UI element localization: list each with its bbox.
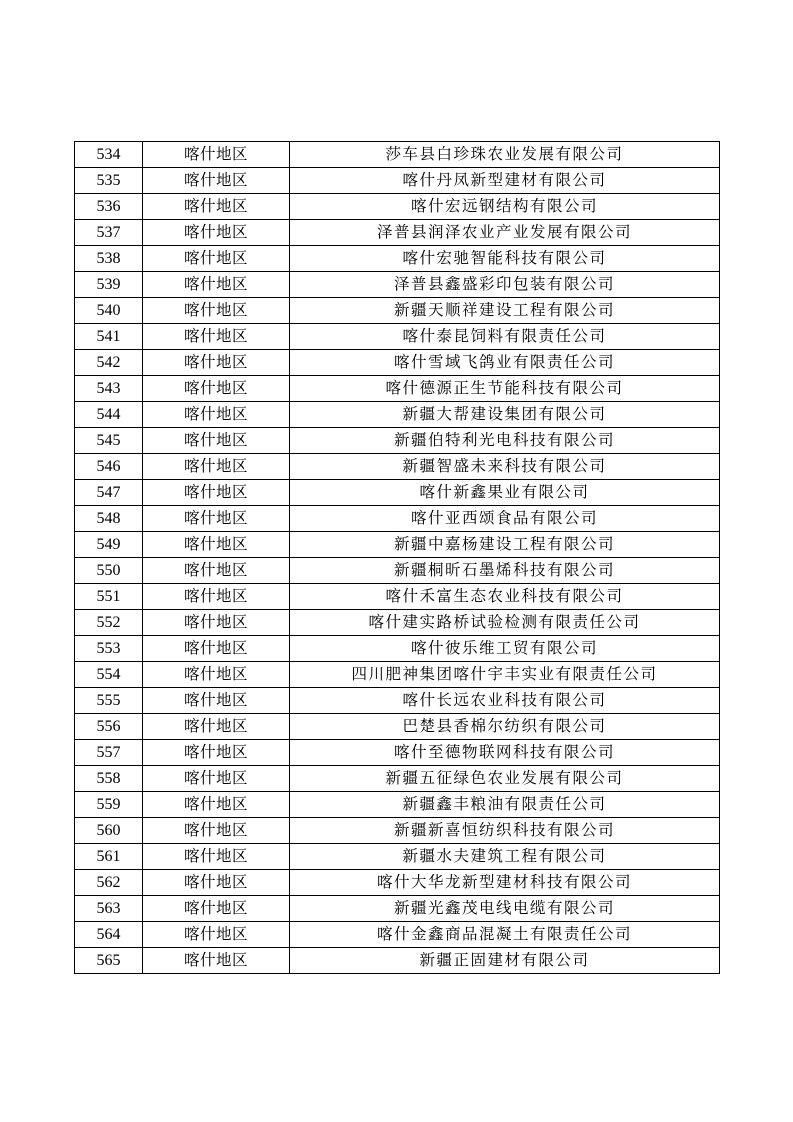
table-row bbox=[75, 636, 720, 662]
row-number-cell: 563 bbox=[75, 896, 143, 922]
row-number-cell: 550 bbox=[75, 558, 143, 584]
region-cell: 喀什地区 bbox=[143, 376, 290, 402]
company-name-cell: 喀什德源正生节能科技有限公司 bbox=[290, 376, 720, 402]
row-number-cell: 536 bbox=[75, 194, 143, 220]
table-row bbox=[75, 246, 720, 272]
region-cell: 喀什地区 bbox=[143, 896, 290, 922]
region-cell: 喀什地区 bbox=[143, 428, 290, 454]
company-list-body bbox=[75, 142, 720, 974]
table-row bbox=[75, 376, 720, 402]
region-cell: 喀什地区 bbox=[143, 506, 290, 532]
company-name-cell: 喀什新鑫果业有限公司 bbox=[290, 480, 720, 506]
region-cell: 喀什地区 bbox=[143, 610, 290, 636]
region-cell: 喀什地区 bbox=[143, 480, 290, 506]
company-name-cell: 喀什亚西颂食品有限公司 bbox=[290, 506, 720, 532]
company-name-cell: 新疆中嘉杨建设工程有限公司 bbox=[290, 532, 720, 558]
region-cell: 喀什地区 bbox=[143, 844, 290, 870]
row-number-cell: 555 bbox=[75, 688, 143, 714]
region-cell: 喀什地区 bbox=[143, 532, 290, 558]
table-row bbox=[75, 766, 720, 792]
table-row bbox=[75, 506, 720, 532]
company-name-cell: 新疆新喜恒纺织科技有限公司 bbox=[290, 818, 720, 844]
region-cell: 喀什地区 bbox=[143, 558, 290, 584]
table-row bbox=[75, 402, 720, 428]
region-cell: 喀什地区 bbox=[143, 662, 290, 688]
company-name-cell: 新疆天顺祥建设工程有限公司 bbox=[290, 298, 720, 324]
company-name-cell: 巴楚县香棉尔纺织有限公司 bbox=[290, 714, 720, 740]
company-name-cell: 喀什建实路桥试验检测有限责任公司 bbox=[290, 610, 720, 636]
company-list-table bbox=[74, 141, 720, 974]
table-row bbox=[75, 792, 720, 818]
table-row bbox=[75, 324, 720, 350]
table-row bbox=[75, 844, 720, 870]
table-row bbox=[75, 870, 720, 896]
row-number-cell: 565 bbox=[75, 948, 143, 974]
row-number-cell: 557 bbox=[75, 740, 143, 766]
company-name-cell: 喀什禾富生态农业科技有限公司 bbox=[290, 584, 720, 610]
region-cell: 喀什地区 bbox=[143, 818, 290, 844]
company-name-cell: 喀什丹凤新型建材有限公司 bbox=[290, 168, 720, 194]
row-number-cell: 564 bbox=[75, 922, 143, 948]
row-number-cell: 543 bbox=[75, 376, 143, 402]
company-name-cell: 新疆五征绿色农业发展有限公司 bbox=[290, 766, 720, 792]
table-row bbox=[75, 298, 720, 324]
table-row bbox=[75, 610, 720, 636]
region-cell: 喀什地区 bbox=[143, 870, 290, 896]
row-number-cell: 541 bbox=[75, 324, 143, 350]
region-cell: 喀什地区 bbox=[143, 922, 290, 948]
company-name-cell: 新疆光鑫茂电线电缆有限公司 bbox=[290, 896, 720, 922]
company-name-cell: 喀什至德物联网科技有限公司 bbox=[290, 740, 720, 766]
company-name-cell: 四川肥神集团喀什宇丰实业有限责任公司 bbox=[290, 662, 720, 688]
row-number-cell: 537 bbox=[75, 220, 143, 246]
company-name-cell: 喀什长远农业科技有限公司 bbox=[290, 688, 720, 714]
region-cell: 喀什地区 bbox=[143, 220, 290, 246]
company-name-cell: 喀什大华龙新型建材科技有限公司 bbox=[290, 870, 720, 896]
company-name-cell: 喀什泰昆饲料有限责任公司 bbox=[290, 324, 720, 350]
company-name-cell: 泽普县润泽农业产业发展有限公司 bbox=[290, 220, 720, 246]
region-cell: 喀什地区 bbox=[143, 324, 290, 350]
row-number-cell: 549 bbox=[75, 532, 143, 558]
row-number-cell: 554 bbox=[75, 662, 143, 688]
region-cell: 喀什地区 bbox=[143, 688, 290, 714]
row-number-cell: 561 bbox=[75, 844, 143, 870]
row-number-cell: 546 bbox=[75, 454, 143, 480]
table-row bbox=[75, 740, 720, 766]
region-cell: 喀什地区 bbox=[143, 636, 290, 662]
row-number-cell: 551 bbox=[75, 584, 143, 610]
table-row bbox=[75, 194, 720, 220]
region-cell: 喀什地区 bbox=[143, 142, 290, 168]
row-number-cell: 560 bbox=[75, 818, 143, 844]
company-name-cell: 莎车县白珍珠农业发展有限公司 bbox=[290, 142, 720, 168]
table-row bbox=[75, 922, 720, 948]
row-number-cell: 548 bbox=[75, 506, 143, 532]
row-number-cell: 534 bbox=[75, 142, 143, 168]
table-row bbox=[75, 142, 720, 168]
table-row bbox=[75, 818, 720, 844]
table-row bbox=[75, 168, 720, 194]
row-number-cell: 547 bbox=[75, 480, 143, 506]
row-number-cell: 544 bbox=[75, 402, 143, 428]
table-row bbox=[75, 948, 720, 974]
row-number-cell: 556 bbox=[75, 714, 143, 740]
table-row bbox=[75, 428, 720, 454]
table-row bbox=[75, 480, 720, 506]
region-cell: 喀什地区 bbox=[143, 350, 290, 376]
table-row bbox=[75, 220, 720, 246]
company-name-cell: 新疆智盛未来科技有限公司 bbox=[290, 454, 720, 480]
row-number-cell: 539 bbox=[75, 272, 143, 298]
table-row bbox=[75, 662, 720, 688]
region-cell: 喀什地区 bbox=[143, 740, 290, 766]
region-cell: 喀什地区 bbox=[143, 766, 290, 792]
company-name-cell: 新疆水夫建筑工程有限公司 bbox=[290, 844, 720, 870]
company-name-cell: 新疆鑫丰粮油有限责任公司 bbox=[290, 792, 720, 818]
row-number-cell: 540 bbox=[75, 298, 143, 324]
region-cell: 喀什地区 bbox=[143, 246, 290, 272]
company-name-cell: 喀什彼乐维工贸有限公司 bbox=[290, 636, 720, 662]
company-name-cell: 新疆桐昕石墨烯科技有限公司 bbox=[290, 558, 720, 584]
region-cell: 喀什地区 bbox=[143, 168, 290, 194]
table-row bbox=[75, 688, 720, 714]
table-row bbox=[75, 714, 720, 740]
table-row bbox=[75, 272, 720, 298]
table-row bbox=[75, 350, 720, 376]
row-number-cell: 559 bbox=[75, 792, 143, 818]
table-row bbox=[75, 896, 720, 922]
company-name-cell: 喀什宏驰智能科技有限公司 bbox=[290, 246, 720, 272]
company-name-cell: 新疆大帮建设集团有限公司 bbox=[290, 402, 720, 428]
region-cell: 喀什地区 bbox=[143, 792, 290, 818]
company-name-cell: 喀什雪域飞鸽业有限责任公司 bbox=[290, 350, 720, 376]
row-number-cell: 553 bbox=[75, 636, 143, 662]
company-name-cell: 喀什宏远钢结构有限公司 bbox=[290, 194, 720, 220]
region-cell: 喀什地区 bbox=[143, 948, 290, 974]
company-name-cell: 泽普县鑫盛彩印包装有限公司 bbox=[290, 272, 720, 298]
row-number-cell: 558 bbox=[75, 766, 143, 792]
row-number-cell: 535 bbox=[75, 168, 143, 194]
table-row bbox=[75, 584, 720, 610]
region-cell: 喀什地区 bbox=[143, 402, 290, 428]
row-number-cell: 542 bbox=[75, 350, 143, 376]
region-cell: 喀什地区 bbox=[143, 454, 290, 480]
row-number-cell: 552 bbox=[75, 610, 143, 636]
row-number-cell: 545 bbox=[75, 428, 143, 454]
region-cell: 喀什地区 bbox=[143, 298, 290, 324]
region-cell: 喀什地区 bbox=[143, 272, 290, 298]
region-cell: 喀什地区 bbox=[143, 714, 290, 740]
region-cell: 喀什地区 bbox=[143, 194, 290, 220]
table-row bbox=[75, 558, 720, 584]
region-cell: 喀什地区 bbox=[143, 584, 290, 610]
table-row bbox=[75, 454, 720, 480]
row-number-cell: 562 bbox=[75, 870, 143, 896]
company-name-cell: 新疆伯特利光电科技有限公司 bbox=[290, 428, 720, 454]
row-number-cell: 538 bbox=[75, 246, 143, 272]
table-row bbox=[75, 532, 720, 558]
company-name-cell: 喀什金鑫商品混凝土有限责任公司 bbox=[290, 922, 720, 948]
company-name-cell: 新疆正固建材有限公司 bbox=[290, 948, 720, 974]
